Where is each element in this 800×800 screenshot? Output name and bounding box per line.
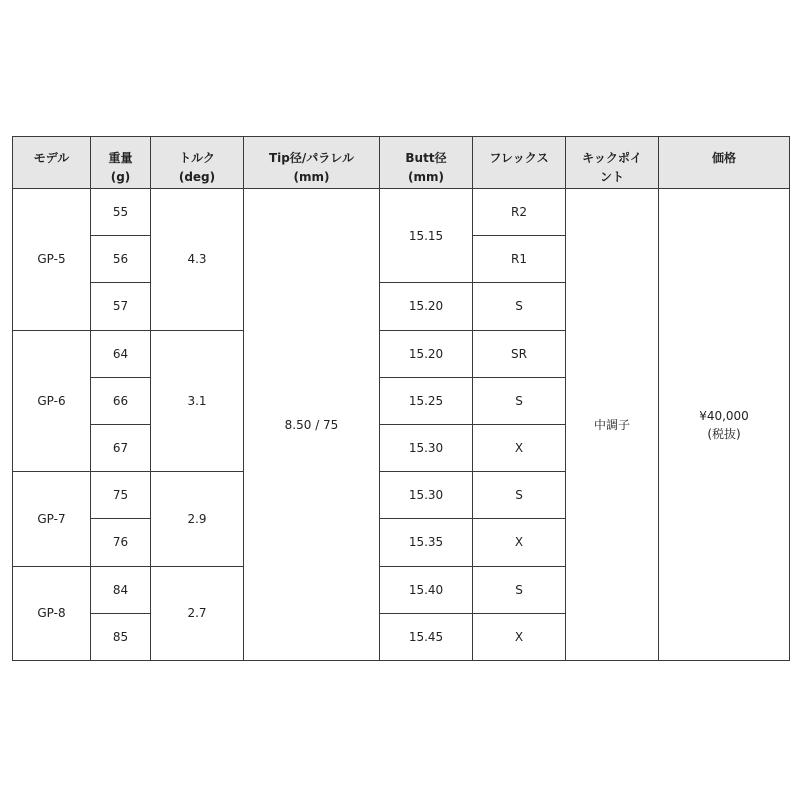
- butt-diameter-cell: 15.30: [380, 424, 473, 471]
- flex-cell: S: [473, 472, 566, 519]
- header-weight-label: 重量: [108, 151, 133, 165]
- header-torque: [151, 137, 244, 189]
- header-torque-label: トルク: [179, 151, 215, 165]
- torque-cell: 2.7: [151, 566, 244, 661]
- butt-diameter-cell: 15.20: [380, 330, 473, 377]
- header-weight: [91, 137, 151, 189]
- header-price: [659, 137, 790, 189]
- weight-cell: 55: [91, 189, 151, 236]
- butt-diameter-cell: 15.15: [380, 189, 473, 283]
- header-kick-point: [566, 137, 659, 189]
- flex-cell: R2: [473, 189, 566, 236]
- model-name-cell: GP-7: [13, 472, 91, 566]
- butt-diameter-cell: 15.20: [380, 283, 473, 330]
- header-tip-parallel: [244, 137, 380, 189]
- flex-cell: X: [473, 519, 566, 566]
- torque-cell: 2.9: [151, 472, 244, 566]
- flex-cell: S: [473, 377, 566, 424]
- weight-cell: 85: [91, 613, 151, 660]
- kick-point-cell: 中調子: [566, 189, 659, 661]
- header-butt: [380, 137, 473, 189]
- spec-table: [12, 136, 790, 661]
- header-tip-parallel-unit: (mm): [293, 170, 330, 184]
- weight-cell: 56: [91, 236, 151, 283]
- price-cell: [659, 189, 790, 661]
- header-flex-label: フレックス: [489, 151, 549, 165]
- header-kick-point-unit: ント: [599, 170, 624, 184]
- flex-cell: X: [473, 424, 566, 471]
- header-torque-unit: (deg): [178, 170, 216, 184]
- torque-cell: 4.3: [151, 189, 244, 331]
- table-row: [13, 189, 790, 236]
- weight-cell: 57: [91, 283, 151, 330]
- torque-cell: 3.1: [151, 330, 244, 472]
- table-header-row: [13, 137, 790, 189]
- header-price-label: 価格: [711, 151, 736, 165]
- butt-diameter-cell: 15.45: [380, 613, 473, 660]
- header-tip-parallel-label: Tip径/パラレル: [269, 151, 354, 165]
- header-kick-point-label: キックポイ: [582, 151, 642, 165]
- weight-cell: 67: [91, 424, 151, 471]
- butt-diameter-cell: 15.35: [380, 519, 473, 566]
- header-flex: [473, 137, 566, 189]
- header-butt-label: Butt径: [405, 151, 447, 165]
- weight-cell: 84: [91, 566, 151, 613]
- butt-diameter-cell: 15.40: [380, 566, 473, 613]
- flex-cell: SR: [473, 330, 566, 377]
- model-name-cell: GP-5: [13, 189, 91, 331]
- weight-cell: 66: [91, 377, 151, 424]
- flex-cell: S: [473, 283, 566, 330]
- butt-diameter-cell: 15.25: [380, 377, 473, 424]
- header-model: [13, 137, 91, 189]
- flex-cell: R1: [473, 236, 566, 283]
- model-name-cell: GP-6: [13, 330, 91, 472]
- butt-diameter-cell: 15.30: [380, 472, 473, 519]
- header-model-label: モデル: [33, 151, 70, 165]
- price-tax-note: (税抜): [707, 426, 741, 441]
- flex-cell: X: [473, 613, 566, 660]
- tip-parallel-cell: 8.50 / 75: [244, 189, 380, 661]
- weight-cell: 64: [91, 330, 151, 377]
- header-butt-unit: (mm): [408, 170, 444, 184]
- header-weight-unit: (g): [110, 170, 131, 184]
- flex-cell: S: [473, 566, 566, 613]
- price-amount: ¥40,000: [699, 408, 749, 423]
- weight-cell: 76: [91, 519, 151, 566]
- weight-cell: 75: [91, 472, 151, 519]
- model-name-cell: GP-8: [13, 566, 91, 661]
